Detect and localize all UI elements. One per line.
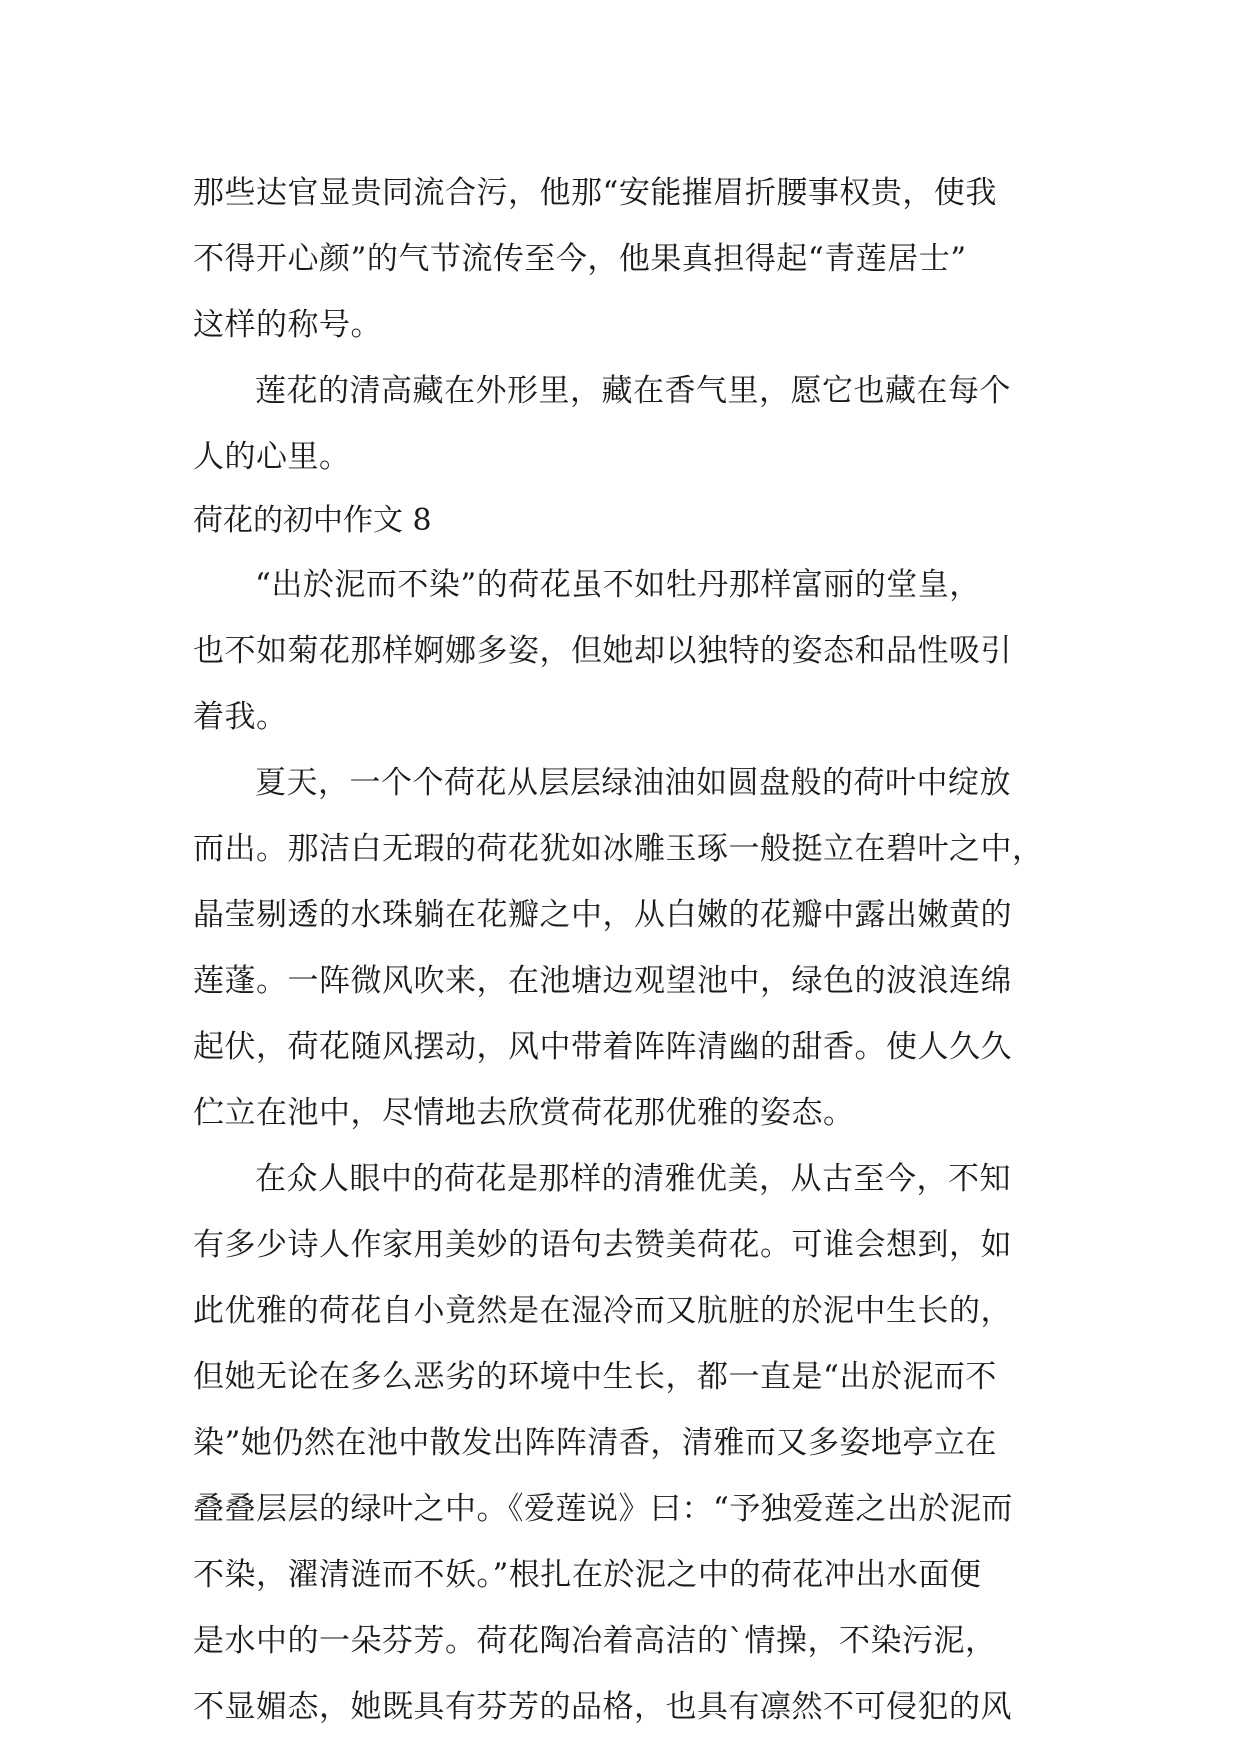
text-line: 伫立在池中，尽情地去欣赏荷花那优雅的姿态。 [193, 1095, 855, 1131]
paragraph-5 [193, 1146, 1053, 1740]
text-line: 此优雅的荷花自小竟然是在湿冷而又肮脏的於泥中生长的， [193, 1293, 1012, 1329]
text-line: 人的心里。 [193, 439, 351, 475]
text-line: 而出。那洁白无瑕的荷花犹如冰雕玉琢一般挺立在碧叶之中， [193, 831, 1044, 867]
paragraph-4 [193, 750, 1053, 1146]
text-line: 莲蓬。一阵微风吹来，在池塘边观望池中，绿色的波浪连绵 [193, 963, 1012, 999]
text-line: 是水中的一朵芬芳。荷花陶冶着高洁的`情操，不染污泥， [193, 1623, 997, 1659]
text-line: 那些达官显贵同流合污，他那“安能摧眉折腰事权贵，使我 [193, 175, 997, 211]
text-line: 晶莹剔透的水珠躺在花瓣之中，从白嫩的花瓣中露出嫩黄的 [193, 897, 1012, 933]
text-line: 叠叠层层的绿叶之中。《爱莲说》曰：“予独爱莲之出於泥而 [193, 1491, 1013, 1527]
text-line: 但她无论在多么恶劣的环境中生长，都一直是“出於泥而不 [193, 1359, 997, 1395]
paragraph-3 [193, 552, 1053, 750]
text-line: 夏天，一个个荷花从层层绿油油如圆盘般的荷叶中绽放 [255, 765, 1011, 801]
text-line: 也不如菊花那样婀娜多姿，但她却以独特的姿态和品性吸引 [193, 633, 1012, 669]
paragraph-2 [193, 358, 1053, 490]
document-page [193, 160, 1053, 1740]
text-line: 不染，濯清涟而不妖。”根扎在於泥之中的荷花冲出水面便 [193, 1557, 982, 1593]
text-line: 染”她仍然在池中散发出阵阵清香，清雅而又多姿地亭立在 [193, 1425, 997, 1461]
text-line: 莲花的清高藏在外形里，藏在香气里，愿它也藏在每个 [255, 373, 1011, 409]
text-line: 在众人眼中的荷花是那样的清雅优美，从古至今，不知 [255, 1161, 1011, 1197]
paragraph-1 [193, 160, 1053, 358]
text-line: 不得开心颜”的气节流传至今，他果真担得起“青莲居士” [193, 241, 967, 277]
section-heading: 荷花的初中作文 8 [193, 503, 432, 538]
text-line: “出於泥而不染”的荷花虽不如牡丹那样富丽的堂皇， [255, 567, 981, 603]
text-line: 着我。 [193, 699, 288, 735]
text-line: 起伏，荷花随风摆动，风中带着阵阵清幽的甜香。使人久久 [193, 1029, 1012, 1065]
text-line: 不显媚态，她既具有芬芳的品格，也具有凛然不可侵犯的风 [193, 1689, 1012, 1725]
text-line: 有多少诗人作家用美妙的语句去赞美荷花。可谁会想到，如 [193, 1227, 1012, 1263]
text-line: 这样的称号。 [193, 307, 382, 343]
